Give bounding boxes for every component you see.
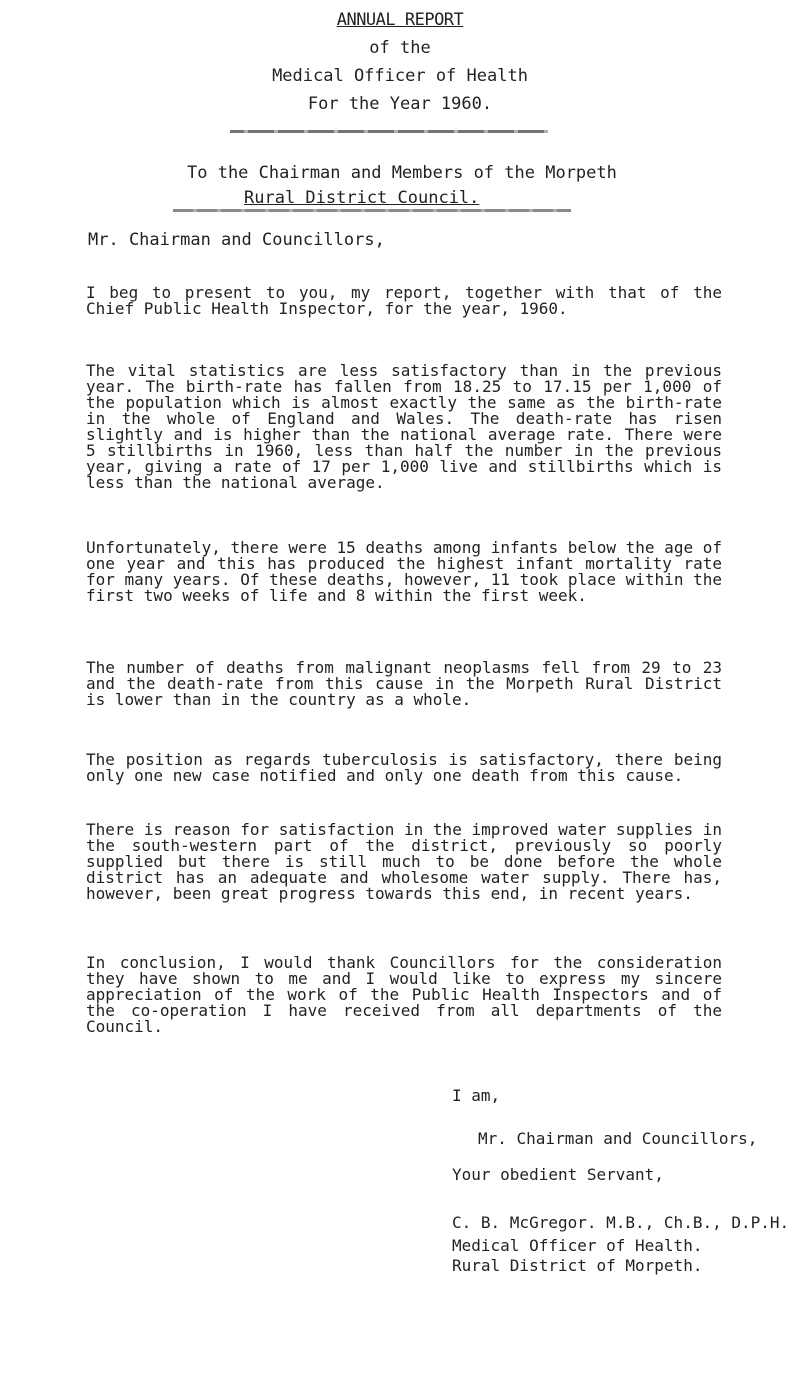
paragraph-infant-deaths: Unfortunately, there were 15 deaths among infants below the age of one year and this has produced the highest infant mortality rate for many years. Of these deaths, however, 11 took place within the first two weeks of life and 8 within the first week. [86,538,722,605]
closing-servant: Your obedient Servant, [452,1165,664,1184]
report-year: For the Year 1960. [307,94,493,114]
report-title: ANNUAL REPORT [336,10,464,30]
report-subtitle-officer: Medical Officer of Health [272,66,528,86]
signature-name: C. B. McGregor. M.B., Ch.B., D.P.H. [452,1213,790,1232]
paragraph-conclusion: In conclusion, I would thank Councillors for the consideration they have shown to me and I would like to express my sincere appreciation of the work of the Public Health Inspectors and of the co-operation I have received from all departments of the Council. [86,953,722,1036]
paragraph-vital-statistics: The vital statistics are less satisfactory than in the previous year. The birth-rate has fallen from 18.25 to 17.15 per 1,000 of the population which is almost exactly the same as the birth-rate in the whole of England and Wales. The death-rate has risen slightly and is higher than the national average rate. There were 5 stillbirths in 1960, less than half the number in the previous year, giving a rate of 17 per 1,000 live and stillbirths which is less than the national average. [86,361,722,492]
salutation: Mr. Chairman and Councillors, [88,230,385,250]
paragraph-tuberculosis: The position as regards tuberculosis is satisfactory, there being only one new case notified and only one death from this cause. [86,750,722,785]
closing-address: Mr. Chairman and Councillors, [478,1129,758,1148]
report-subtitle-of-the: of the [369,38,431,58]
closing-i-am: I am, [452,1086,501,1105]
paragraph-introduction: I beg to present to you, my report, together with that of the Chief Public Health Inspector, for the year, 1960. [86,283,722,318]
paragraph-water-supplies: There is reason for satisfaction in the improved water supplies in the south-western part of the district, previously so poorly supplied but there is still much to be done before the whole district has an adequate and wholesome water supply. There has, however, been great progress towards this end, in recent years. [86,820,722,903]
signature-district: Rural District of Morpeth. [452,1256,703,1275]
paragraph-malignant-neoplasms: The number of deaths from malignant neoplasms fell from 29 to 23 and the death-rate from this cause in the Morpeth Rural District is lower than in the country as a whole. [86,658,722,709]
address-line-2: Rural District Council. [244,188,480,208]
address-line-1: To the Chairman and Members of the Morpeth [187,163,617,183]
title-divider [230,130,548,133]
signature-title: Medical Officer of Health. [452,1236,703,1255]
address-divider [173,209,571,212]
